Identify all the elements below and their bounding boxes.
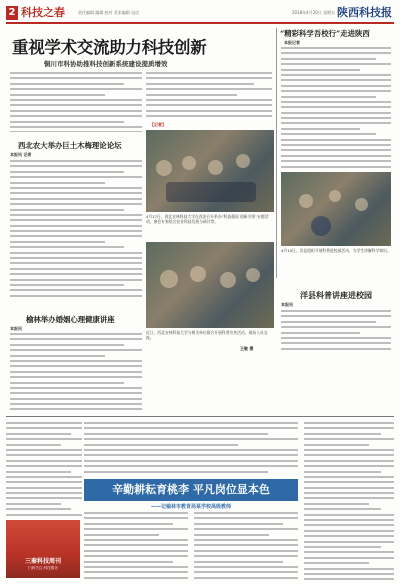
story4-credit: 本报讯 — [281, 302, 293, 307]
bottom-left-body — [6, 422, 82, 516]
feature-body-col2 — [194, 512, 298, 580]
story3-title: 榆林举办婚姻心理健康讲座 — [26, 315, 115, 324]
feature-banner — [84, 479, 298, 501]
section-title: 科技之春 — [21, 6, 65, 19]
lead-body-col2 — [146, 72, 272, 120]
story3-body — [10, 333, 142, 413]
feature-body-col1 — [84, 512, 188, 580]
section-divider — [6, 416, 394, 417]
promo-title: 三秦科技周刊 — [24, 558, 61, 565]
issue-date: 2018年4月20日 星期五 — [292, 10, 336, 15]
feature-intro-body — [84, 422, 298, 476]
story2-body — [10, 160, 142, 300]
photo-center-bottom-caption: 近日，西北农林科技大学与相关单位联合开展科普宣传活动，现场人员交流。 — [146, 330, 268, 341]
lead-body-col1 — [10, 72, 142, 132]
lead-headline: 重视学术交流助力科技创新 — [12, 38, 207, 57]
story4-body — [281, 310, 391, 350]
feature-subtitle: ——记榆林市教育局某学校高级教师 — [150, 504, 231, 510]
photo-center-top — [146, 130, 274, 212]
right-story-credit: 本报记者 — [284, 40, 300, 45]
story2-title: 西北农大举办巨土木梅理论论坛 — [18, 141, 122, 150]
photo-center-bottom — [146, 242, 274, 328]
editor-info: 责任编辑 编辑 校对 美术编辑 电话 — [78, 10, 140, 15]
photo-right-caption: 4月10日，洋县组织开展科普进校园活动，为学生讲解科学知识。 — [281, 248, 391, 253]
story3-credit: 本报讯 — [10, 326, 22, 331]
photo-right — [281, 172, 391, 246]
right-story-body — [281, 47, 391, 169]
feature-title: 辛勤耕耘育桃李 平凡岗位显本色 — [112, 483, 270, 496]
right-story-title: “精彩科学吾校行”走进陕西 — [280, 29, 370, 38]
story2-credit: 本报讯 记者 — [10, 152, 32, 157]
lead-subhead: 铜川市科协助推科技创新系统建设提质增效 — [44, 60, 168, 68]
lead-endmark: 【记者】 — [150, 122, 166, 127]
page-header — [6, 6, 394, 24]
column-divider — [276, 28, 277, 278]
page-number: 2 — [6, 6, 18, 20]
story4-title: 洋县科普讲座进校园 — [300, 290, 372, 300]
masthead-logo: 陕西科技报 — [337, 6, 392, 19]
photo-center-top-caption: 4月17日，西北农林科技大学在西安召开举办“科技强国 创新引领”专题活动，参会专家结合农业科技发展与研讨等。 — [146, 214, 269, 225]
photo-credit: 王敏 摄 — [240, 346, 254, 351]
promo-subtitle: 扫码关注 科技服务 — [28, 566, 58, 570]
feature-body-col3 — [304, 422, 394, 580]
